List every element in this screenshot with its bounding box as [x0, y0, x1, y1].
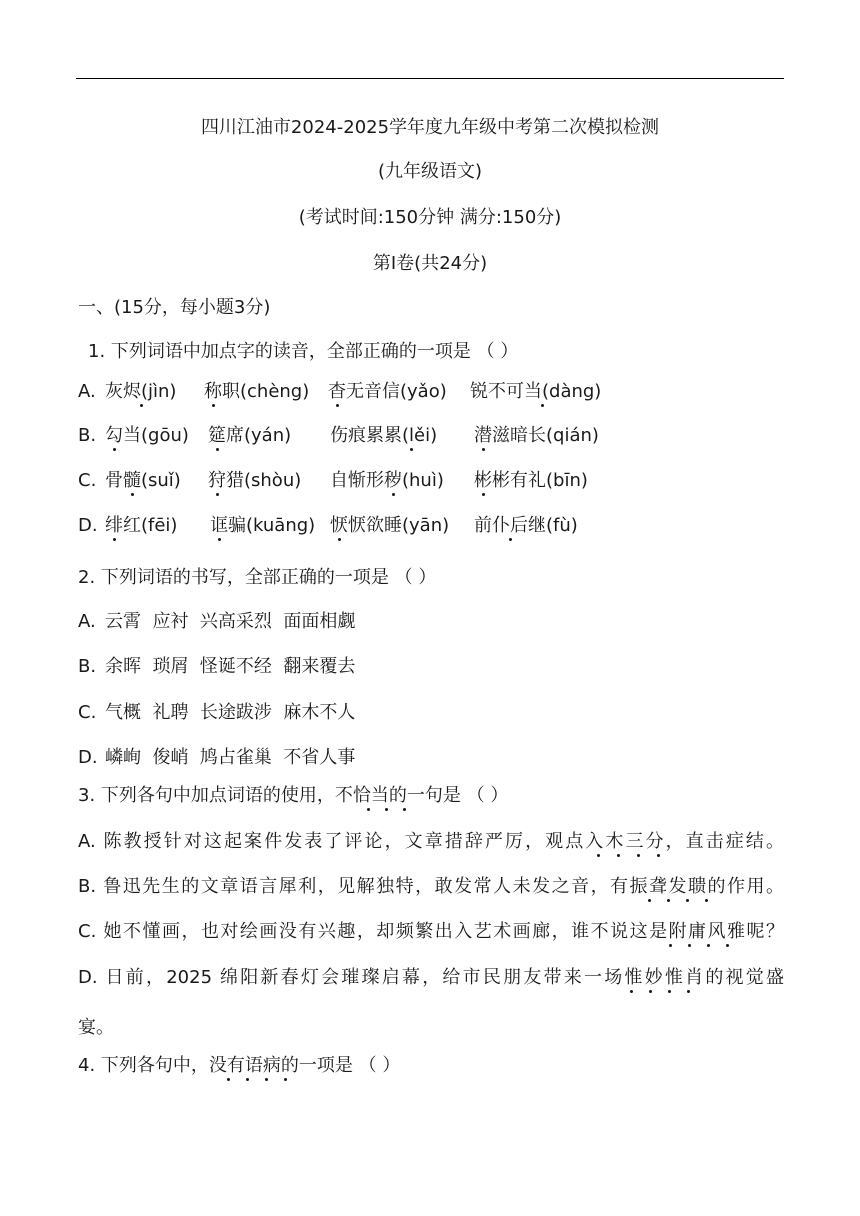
option-text: 陈教授针对这起案件发表了评论，文章措辞严厉，观点入木三分，直击症结。: [103, 831, 784, 852]
emphasis-dot: [705, 899, 708, 902]
option-label: C.: [78, 921, 97, 942]
option-label: A.: [78, 831, 96, 852]
emphasis-dot: [140, 404, 143, 407]
emphasis-dot: [113, 538, 116, 541]
option-text: 鲁迅先生的文章语言犀利，见解独特，敢发常人未发之音，有振聋发聩的作用。: [103, 876, 784, 897]
emphasis-dot: [131, 493, 134, 496]
option-item: 灰烬(jìn): [105, 381, 177, 402]
option-label: C.: [78, 470, 97, 491]
option-text: 余晖 琐屑 怪诞不经 翻来覆去: [105, 656, 356, 677]
q3-option-a[interactable]: [78, 830, 784, 854]
option-text: 气概 礼聘 长途跋涉 麻木不人: [105, 702, 356, 723]
option-text: 嶙峋 俊峭 鸠占雀巢 不省人事: [105, 747, 356, 768]
option-text: 她不懂画，也对绘画没有兴趣，却频繁出入艺术画廊，谁不说这是附庸风雅呢？: [103, 921, 784, 942]
emphasis-dot: [265, 1078, 268, 1081]
emphasis-dot: [482, 493, 485, 496]
emphasis-dot: [367, 808, 370, 811]
emphasis-dot: [637, 854, 640, 857]
exam-title: 四川江油市2024-2025学年度九年级中考第二次模拟检测: [200, 117, 660, 138]
option-item: 锐不可当(dàng): [470, 381, 602, 402]
emphasis-dot: [687, 990, 690, 993]
option-label: C.: [78, 702, 97, 723]
option-label: D.: [78, 515, 98, 536]
option-item: 彬彬有礼(bīn): [474, 470, 588, 491]
option-item: 骨髓(suǐ): [105, 470, 181, 491]
emphasis-dot: [284, 1078, 287, 1081]
emphasis-dot: [218, 538, 221, 541]
emphasis-dot: [336, 404, 339, 407]
q3-option-c[interactable]: [78, 920, 784, 944]
emphasis-dot: [338, 538, 341, 541]
emphasis-dot: [707, 944, 710, 947]
option-item: 自惭形秽(huì): [330, 470, 444, 491]
volume-heading: 第Ⅰ卷(共24分): [372, 253, 488, 274]
emphasis-dot: [726, 944, 729, 947]
emphasis-dot: [113, 448, 116, 451]
q3-stem-text: 3. 下列各句中加点词语的使用，不恰当的一句是 （ ）: [78, 785, 509, 806]
option-label: B.: [78, 876, 97, 897]
emphasis-dot: [216, 493, 219, 496]
header-rule: [76, 78, 784, 79]
option-label: B.: [78, 425, 97, 446]
emphasis-dot: [617, 854, 620, 857]
option-item: 勾当(gōu): [105, 425, 189, 446]
emphasis-dot: [482, 448, 485, 451]
section1-heading: 一、(15分，每小题3分): [78, 297, 271, 318]
emphasis-dot: [669, 944, 672, 947]
option-label: A.: [78, 611, 96, 632]
emphasis-dot: [668, 990, 671, 993]
option-item: 杳无音信(yǎo): [328, 381, 447, 402]
option-item: 狩猎(shòu): [208, 470, 302, 491]
option-label: D.: [78, 747, 98, 768]
option-item: 伤痕累累(lěi): [330, 425, 438, 446]
option-item: 筵席(yán): [208, 425, 292, 446]
emphasis-dot: [541, 404, 544, 407]
emphasis-dot: [212, 404, 215, 407]
emphasis-dot: [246, 1078, 249, 1081]
emphasis-dot: [597, 854, 600, 857]
emphasis-dot: [216, 448, 219, 451]
option-item: 前仆后继(fù): [474, 515, 578, 536]
q3-stem: [78, 784, 508, 808]
option-label: B.: [78, 656, 97, 677]
emphasis-dot: [403, 808, 406, 811]
emphasis-dot: [227, 1078, 230, 1081]
emphasis-dot: [688, 944, 691, 947]
q1-stem: 1. 下列词语中加点字的读音，全部正确的一项是 （ ）: [88, 341, 519, 362]
q4-stem-text: 4. 下列各句中，没有语病的一项是 （ ）: [78, 1055, 401, 1076]
emphasis-dot: [509, 538, 512, 541]
option-text: 云霄 应衬 兴高采烈 面面相觑: [105, 611, 356, 632]
emphasis-dot: [667, 899, 670, 902]
emphasis-dot: [657, 854, 660, 857]
emphasis-dot: [649, 990, 652, 993]
exam-subject: (九年级语文): [377, 161, 483, 182]
emphasis-dot: [686, 899, 689, 902]
q3-option-b[interactable]: [78, 875, 784, 899]
option-item: 恹恹欲睡(yān): [330, 515, 450, 536]
option-label: D.: [78, 967, 98, 988]
option-item: 诓骗(kuāng): [210, 515, 316, 536]
emphasis-dot: [385, 808, 388, 811]
q2-stem: 2. 下列词语的书写，全部正确的一项是 （ ）: [78, 567, 437, 588]
option-label: A.: [78, 381, 96, 402]
q3-option-d-continued: 宴。: [78, 1017, 114, 1038]
option-item: 绯红(fēi): [105, 515, 178, 536]
exam-info: (考试时间:150分钟 满分:150分): [298, 207, 562, 228]
emphasis-dot: [410, 448, 413, 451]
emphasis-dot: [630, 990, 633, 993]
q4-stem: [78, 1054, 400, 1078]
option-text: 日前，2025 绵阳新春灯会璀璨启幕，给市民朋友带来一场惟妙惟肖的视觉盛: [105, 967, 784, 988]
emphasis-dot: [392, 493, 395, 496]
option-item: 潜滋暗长(qián): [474, 425, 599, 446]
emphasis-dot: [648, 899, 651, 902]
option-item: 称职(chèng): [204, 381, 310, 402]
q3-option-d[interactable]: [78, 966, 784, 990]
